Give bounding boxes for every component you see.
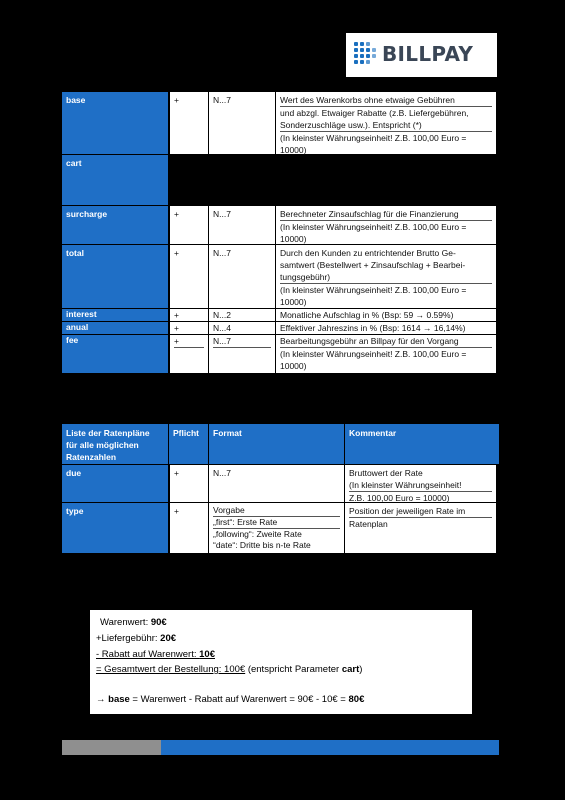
example-line-liefergebuehr: +Liefergebühr: 20€: [96, 633, 177, 644]
billpay-logo: [346, 33, 497, 77]
param-base-pflicht: +: [170, 92, 208, 154]
param-anual-format: N...4: [209, 322, 275, 334]
ratenplan-due-kommentar: Bruttowert der Rate (In kleinster Währungseinheit! Z.B. 100,00 Euro = 10000): [345, 465, 496, 502]
param-base-kommentar: Wert des Warenkorbs ohne etwaige Gebühren und abzgl. Etwaiger Rabatte (z.B. Liefergebühren, Sonderzuschläge usw.). Entspricht (*) (In kleinster Währungseinheit! Z.B. 100,00 Euro = 10000): [276, 92, 496, 154]
ratenplan-due-label: due: [62, 465, 168, 502]
footer-bar-blue: [161, 740, 499, 755]
param-total-label: total: [62, 245, 168, 308]
param-anual-label: anual: [62, 322, 168, 334]
param-total-kommentar: Durch den Kunden zu entrichtender Brutto Ge- samtwert (Bestellwert + Zinsaufschlag + Bearbei- tungsgebühr) (In kleinster Währungseinheit! Z.B. 100,00 Euro = 10000): [276, 245, 496, 308]
param-anual-pflicht: +: [170, 322, 208, 334]
param-base-label: base: [62, 92, 168, 154]
param-surcharge-label: surcharge: [62, 206, 168, 244]
ratenplan-header-pflicht: Pflicht: [169, 424, 208, 464]
param-fee-pflicht: +: [170, 335, 208, 373]
example-line-warenwert: Warenwert: 90€: [100, 617, 167, 628]
ratenplan-type-label: type: [62, 503, 168, 553]
param-fee-format: N...7: [209, 335, 275, 373]
param-total-format: N...7: [209, 245, 275, 308]
calculation-example-box: [90, 610, 472, 714]
ratenplan-header-format: Format: [209, 424, 344, 464]
example-line-base: → base = Warenwert - Rabatt auf Warenwert = 90€ - 10€ = 80€: [96, 694, 365, 705]
param-total-pflicht: +: [170, 245, 208, 308]
param-surcharge-kommentar: Berechneter Zinsaufschlag für die Finanzierung (In kleinster Währungseinheit! Z.B. 100,00 Euro = 10000): [276, 206, 496, 244]
param-cart-label: cart: [62, 155, 168, 205]
param-surcharge-pflicht: +: [170, 206, 208, 244]
billpay-logo-text: BILLPAY: [382, 42, 474, 66]
ratenplan-type-format: Vorgabe „first“: Erste Rate „following“: Zweite Rate “date“: Dritte bis n-te Rate: [209, 503, 344, 553]
param-interest-format: N...2: [209, 309, 275, 321]
param-fee-kommentar: Bearbeitungsgebühr an Billpay für den Vorgang (In kleinster Währungseinheit! Z.B. 100,00 Euro = 10000): [276, 335, 496, 373]
param-interest-pflicht: +: [170, 309, 208, 321]
param-surcharge-format: N...7: [209, 206, 275, 244]
footer-bar-gray: [62, 740, 161, 755]
billpay-logo-mark: [352, 40, 378, 70]
ratenplan-type-kommentar: Position der jeweiligen Rate im Ratenplan: [345, 503, 496, 553]
ratenplan-header-kommentar: Kommentar: [345, 424, 499, 464]
ratenplan-due-format: N...7: [209, 465, 344, 502]
ratenplan-type-pflicht: +: [170, 503, 208, 553]
param-interest-label: interest: [62, 309, 168, 321]
param-fee-label: fee: [62, 335, 168, 373]
param-interest-kommentar: Monatliche Aufschlag in % (Bsp: 59 → 0.59%): [276, 309, 496, 321]
param-base-format: N...7: [209, 92, 275, 154]
param-anual-kommentar: Effektiver Jahreszins in % (Bsp: 1614 → 16,14%): [276, 322, 496, 334]
ratenplan-header-list: Liste der Ratenpläne für alle möglichen Ratenzahlen: [62, 424, 168, 464]
example-line-rabatt: - Rabatt auf Warenwert: 10€: [96, 649, 215, 660]
ratenplan-due-pflicht: +: [170, 465, 208, 502]
example-line-gesamtwert: = Gesamtwert der Bestellung: 100€ (entspricht Parameter cart): [96, 664, 363, 675]
